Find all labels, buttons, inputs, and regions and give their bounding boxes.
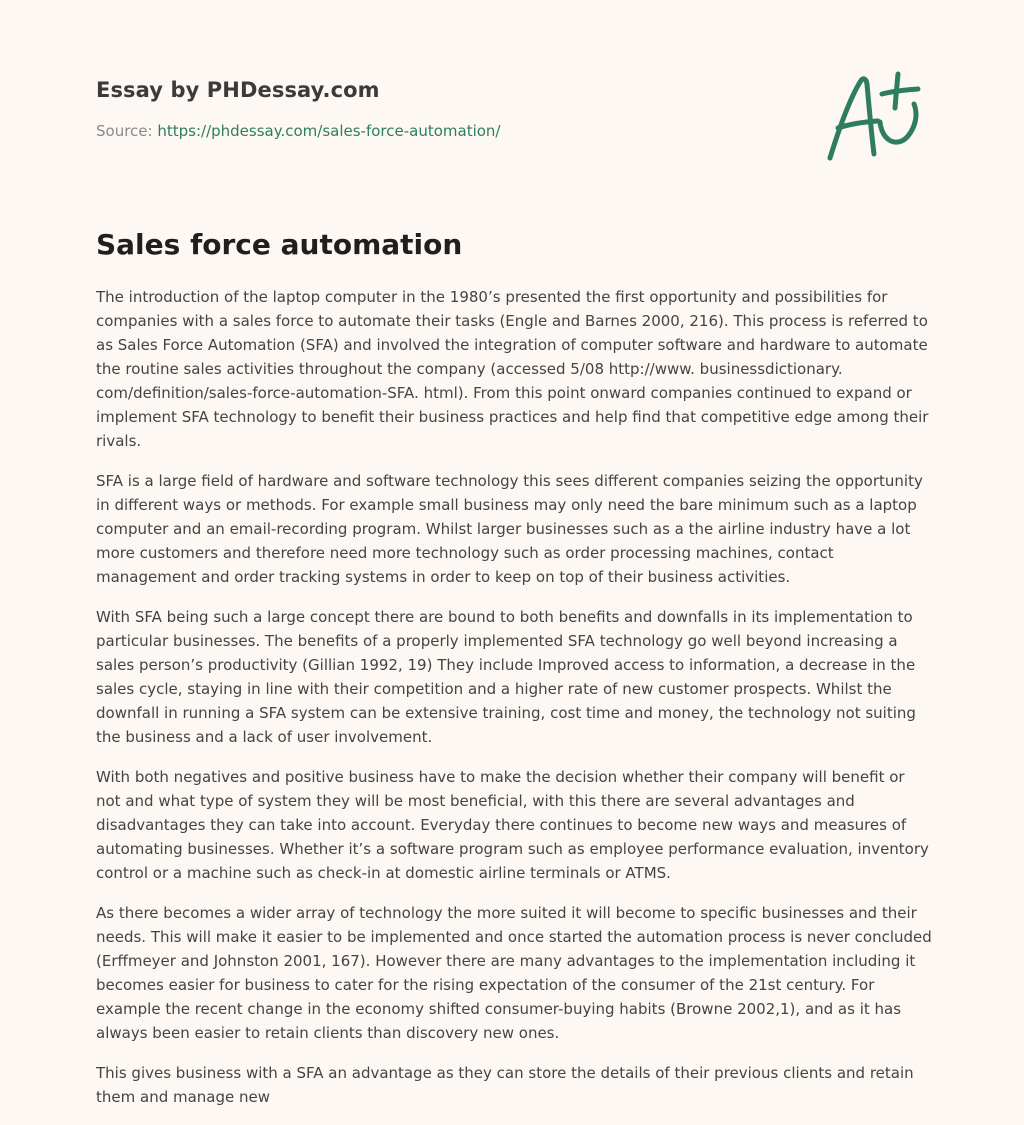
essay-paragraph: The introduction of the laptop computer in the 1980’s presented the first opportunity and possibilities for companies with a sales force to automate their tasks (Engle and Barnes 2000, 216). This process is referred to as Sales Force Automation (SFA) and involved the integration of computer software and hardware to automate the routine sales activities throughout the company (accessed 5/08 http://www. businessdictionary. com/definition/sales-force-automation-SFA. html). From this point onward companies continued to expand or implement SFA technology to benefit their business practices and help find that competitive edge among their rivals. [96,288,929,450]
a-plus-grade-icon [822,68,928,164]
essay-paragraph: With SFA being such a large concept there are bound to both benefits and downfalls in its implementation to particular businesses. The benefits of a properly implemented SFA technology go well beyond increasing a sales person’s productivity (Gillian 1992, 19) They include Improved access to information, a decrease in the sales cycle, staying in line with their competition and a higher rate of new customer prospects. Whilst the downfall in running a SFA system can be extensive training, cost time and money, the technology not suiting the business and a lack of user involvement. [96,608,916,746]
essay-title: Sales force automation [96,228,463,261]
essay-paragraph: This gives business with a SFA an advantage as they can store the details of their previous clients and retain them and manage new [96,1064,914,1106]
source-line [96,121,796,141]
essay-paragraph: SFA is a large field of hardware and software technology this sees different companies seizing the opportunity in different ways or methods. For example small business may only need the bare minimum such as a laptop computer and an email-recording program. Whilst larger businesses such as a the airline industry have a lot more customers and therefore need more technology such as order processing machines, contact management and order tracking systems in order to keep on top of their business activities. [96,472,923,586]
essay-paragraph: With both negatives and positive business have to make the decision whether their company will benefit or not and what type of system they will be most beneficial, with this there are several advantages and disadvantages they can take into account. Everyday there continues to become new ways and measures of automating businesses. Whether it’s a software program such as employee performance evaluation, inventory control or a machine such as check-in at domestic airline terminals or ATMS. [96,768,929,882]
site-brand: Essay by PHDessay.com [96,78,380,102]
essay-paragraph: As there becomes a wider array of technology the more suited it will become to specific businesses and their needs. This will make it easier to be implemented and once started the automation process is never concluded (Erffmeyer and Johnston 2001, 167). However there are many advantages to the implementation including it becomes easier for business to cater for the rising expectation of the consumer of the 21st century. For example the recent change in the economy shifted consumer-buying habits (Browne 2002,1), and as it has always been easier to retain clients than discovery new ones. [96,904,932,1042]
essay-body [96,285,932,1125]
source-label: Source: [96,122,153,140]
page-header [96,76,796,141]
source-link[interactable]: https://phdessay.com/sales-force-automation/ [157,122,501,140]
